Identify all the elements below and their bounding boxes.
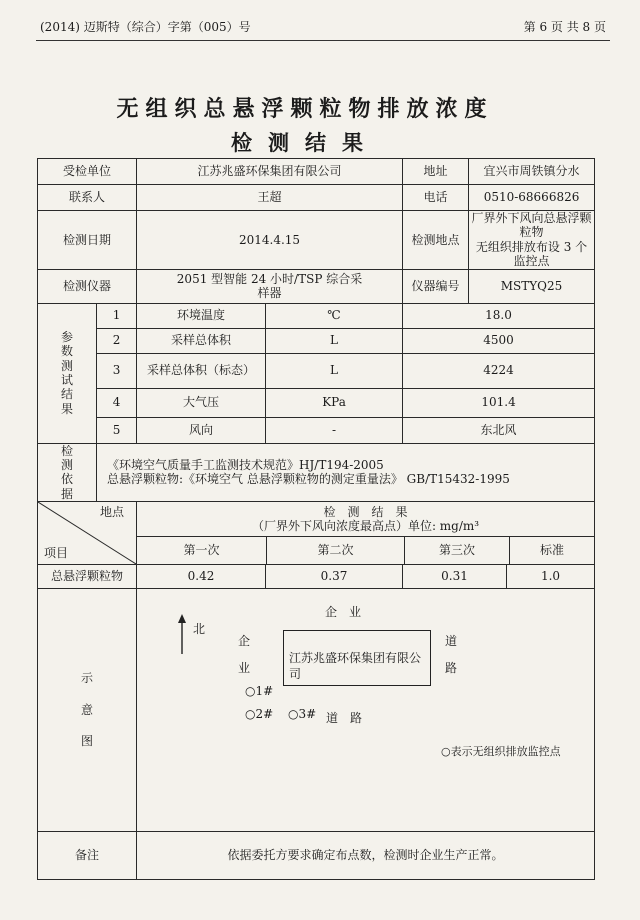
col-first: 第一次: [137, 537, 267, 564]
monitor-point-1: ○1#: [245, 684, 274, 698]
results-corner-cell: [38, 502, 137, 565]
col-third: 第三次: [405, 537, 510, 564]
param-name: 环境温度: [137, 303, 266, 328]
remark-text: 依据委托方要求确定布点数，检测时企业生产正常。: [137, 832, 595, 880]
results-header-group: [137, 502, 595, 565]
unit-value: 江苏兆盛环保集团有限公司: [137, 159, 403, 185]
site-value-line1: 厂界外下风向总悬浮颗粒物: [471, 211, 592, 240]
header-rule: [36, 40, 610, 41]
monitor-point-3: ○3#: [288, 707, 317, 721]
param-name: 大气压: [137, 388, 266, 417]
result-second: 0.37: [266, 565, 403, 589]
contact-label: 联系人: [38, 185, 137, 211]
instrument-no-value: MSTYQ25: [469, 269, 595, 303]
instrument-value: [137, 269, 403, 303]
results-header-line1: 检 测 结 果: [323, 504, 408, 519]
result-item-name: 总悬浮颗粒物: [38, 565, 137, 589]
param-no: 2: [97, 328, 137, 353]
result-third: 0.31: [403, 565, 507, 589]
basis-label: 检 测 依 据: [38, 443, 97, 502]
instrument-value-line2: 样器: [257, 286, 282, 301]
report-subtitle: 检测结果: [231, 130, 379, 155]
results-header-line2: （厂界外下风向浓度最高点）单位: mg/m³: [251, 519, 480, 534]
results-header: [137, 502, 594, 537]
north-label: 北: [193, 622, 206, 636]
page-header: [40, 18, 606, 36]
enterprise-top: 企 业: [325, 605, 362, 619]
param-value: 4500: [403, 328, 595, 353]
param-name: 采样总体积: [137, 328, 266, 353]
params-group-label: 参 数 测 试 结 果: [38, 303, 97, 443]
instrument-no-label: 仪器编号: [403, 269, 469, 303]
unit-label: 受检单位: [38, 159, 137, 185]
phone-value: 0510-68666826: [469, 185, 595, 211]
col-standard: 标准: [540, 543, 565, 558]
col-second: 第二次: [267, 537, 405, 564]
date-label: 检测日期: [38, 211, 137, 270]
road-right-1: 道: [445, 634, 458, 648]
param-unit: L: [266, 328, 403, 353]
company-name: 江苏兆盛环保集团有限公司: [289, 651, 422, 681]
param-value: 18.0: [403, 303, 595, 328]
result-standard: 1.0: [507, 565, 595, 589]
enterprise-left-2: 业: [238, 661, 251, 675]
basis-line1: 《环境空气质量手工监测技术规范》HJ/T194-2005: [107, 457, 384, 472]
phone-label: 电话: [403, 185, 469, 211]
param-value: 4224: [403, 353, 595, 388]
param-no: 5: [97, 417, 137, 443]
results-columns: [137, 537, 594, 564]
remark-label: 备注: [38, 832, 137, 880]
basis-text: [97, 443, 595, 502]
place-label: 地点: [100, 505, 125, 520]
site-value: [469, 211, 595, 270]
basis-line2: 总悬浮颗粒物:《环境空气 总悬浮颗粒物的测定重量法》 GB/T15432-1995: [107, 472, 510, 487]
report-title: 无组织总悬浮颗粒物排放浓度: [116, 96, 494, 122]
site-sketch: [137, 589, 595, 832]
road-right-2: 路: [445, 661, 458, 675]
param-unit: -: [266, 417, 403, 443]
param-value: 东北风: [403, 417, 595, 443]
result-first: 0.42: [137, 565, 266, 589]
param-unit: ℃: [266, 303, 403, 328]
monitor-point-2: ○2#: [245, 707, 274, 721]
report-table: [37, 158, 595, 880]
site-label: 检测地点: [403, 211, 469, 270]
param-unit: KPa: [266, 388, 403, 417]
address-value: 宜兴市周铁镇分水: [469, 159, 595, 185]
north-arrow-icon: [176, 614, 188, 654]
param-no: 1: [97, 303, 137, 328]
param-no: 3: [97, 353, 137, 388]
param-no: 4: [97, 388, 137, 417]
enterprise-left-1: 企: [238, 634, 251, 648]
road-bottom: 道 路: [326, 711, 363, 725]
doc-number: (2014) 迈斯特（综合）字第（005）号: [40, 20, 251, 34]
date-value: 2014.4.15: [137, 211, 403, 270]
param-name: 采样总体积（标态）: [137, 353, 266, 388]
site-value-line2: 无组织排放布设 3 个监控点: [475, 239, 588, 269]
param-unit: L: [266, 353, 403, 388]
param-value: 101.4: [403, 388, 595, 417]
address-label: 地址: [403, 159, 469, 185]
instrument-label: 检测仪器: [38, 269, 137, 303]
item-label: 项目: [44, 545, 69, 560]
contact-value: 王超: [137, 185, 403, 211]
param-name: 风向: [137, 417, 266, 443]
sketch-legend: ○表示无组织排放监控点: [441, 745, 561, 758]
sketch-label: 示 意 图: [38, 589, 137, 832]
instrument-value-line1: 2051 型智能 24 小时/TSP 综合采: [176, 271, 363, 286]
page-info: 第 6 页 共 8 页: [523, 20, 606, 34]
